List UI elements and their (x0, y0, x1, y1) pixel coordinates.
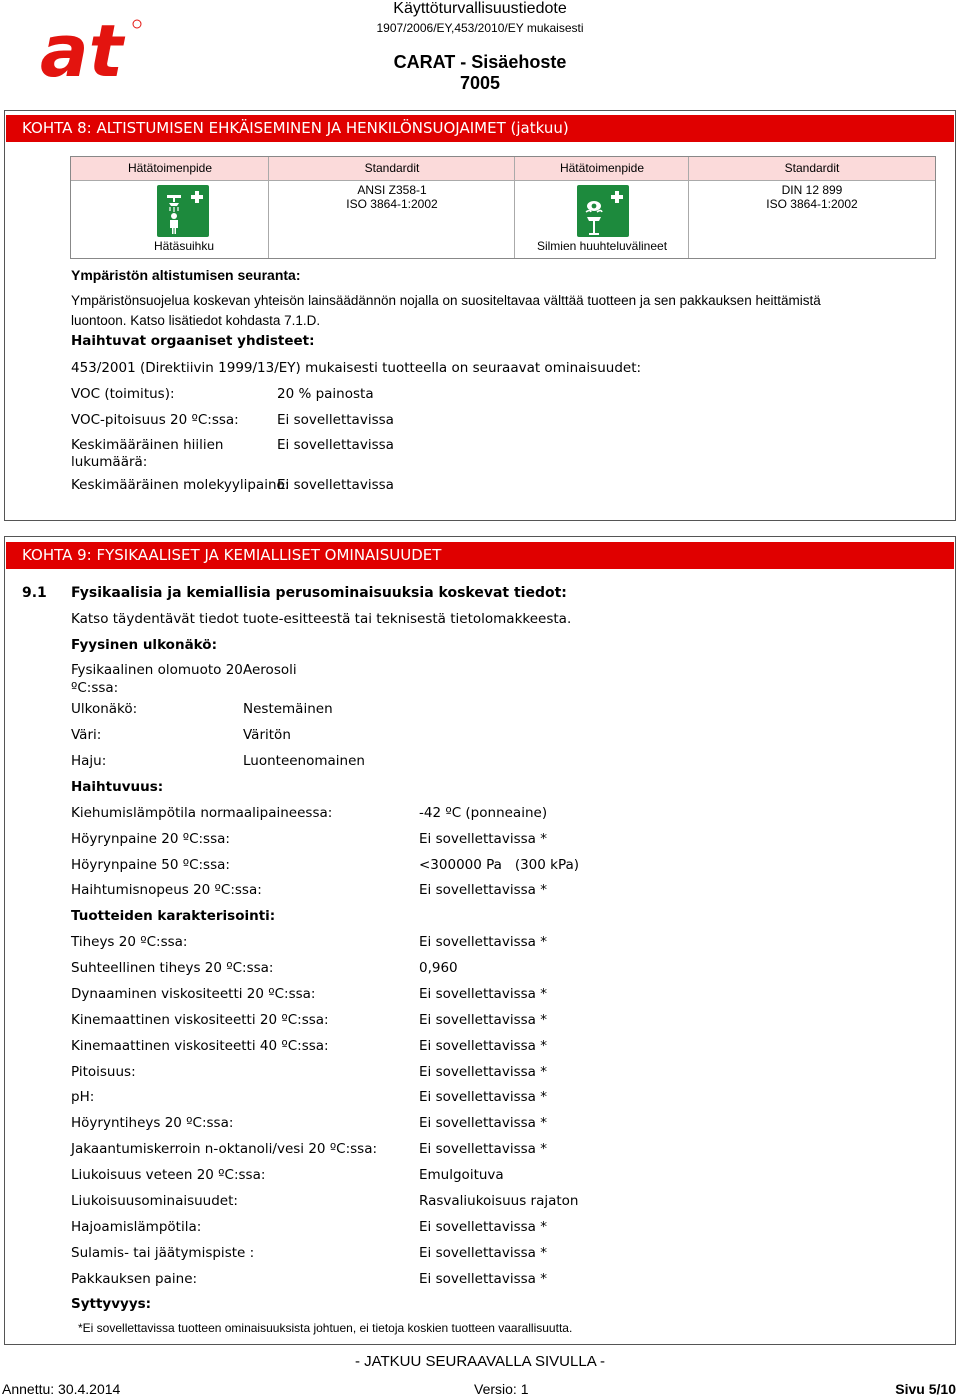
characterisation-value: Ei sovellettavissa * (419, 1089, 547, 1105)
characterisation-value: Ei sovellettavissa * (419, 1012, 547, 1028)
characterisation-label: Kinemaattinen viskositeetti 20 ºC:ssa: (71, 1012, 329, 1028)
appearance-value-0: Aerosoli (243, 662, 297, 678)
characterisation-value: Ei sovellettavissa * (419, 1115, 547, 1131)
ppe-col4-header: Standardit (784, 161, 840, 175)
logo-text: at (40, 14, 124, 84)
appearance-value-2: Väritön (243, 727, 291, 743)
ppe-item2-label: Silmien huuhteluvälineet (536, 239, 668, 253)
volatility-value-3: Ei sovellettavissa * (419, 882, 547, 898)
characterisation-label: Sulamis- tai jäätymispiste : (71, 1245, 255, 1261)
appearance-label-2: Väri: (71, 727, 102, 743)
voc-label-0: VOC (toimitus): (71, 386, 175, 402)
version: Versio: 1 (474, 1381, 529, 1397)
characterisation-value: Ei sovellettavissa * (419, 1141, 547, 1157)
ppe-item1-label: Hätäsuihku (153, 239, 215, 253)
characterisation-label: Tiheys 20 ºC:ssa: (71, 934, 188, 950)
characterisation-value: Ei sovellettavissa * (419, 1064, 547, 1080)
characterisation-label: Pitoisuus: (71, 1064, 136, 1080)
characterisation-label: Suhteellinen tiheys 20 ºC:ssa: (71, 960, 274, 976)
appearance-label-0a: Fysikaalinen olomuoto 20 (71, 662, 243, 678)
ppe-item1-standard-1: ANSI Z358-1 (357, 183, 427, 197)
volatility-value-1: Ei sovellettavissa * (419, 831, 547, 847)
voc-value-1: Ei sovellettavissa (277, 412, 394, 428)
eye-wash-icon (577, 185, 629, 237)
appearance-value-1: Nestemäinen (243, 701, 333, 717)
footnote: *Ei sovellettavissa tuotteen ominaisuuksista johtuen, ei tietoja koskien tuotteen vaarallisuutta. (78, 1321, 573, 1335)
volatility-heading: Haihtuvuus: (71, 779, 164, 795)
product-code: 7005 (459, 73, 501, 93)
product-name: CARAT - Sisäehoste (393, 52, 567, 72)
characterisation-value: Ei sovellettavissa * (419, 1271, 547, 1287)
appearance-label-3: Haju: (71, 753, 107, 769)
env-heading: Ympäristön altistumisen seuranta: (71, 267, 301, 283)
volatility-label-1: Höyrynpaine 20 ºC:ssa: (71, 831, 230, 847)
voc-value-0: 20 % painosta (277, 386, 374, 402)
voc-value-2: Ei sovellettavissa (277, 437, 394, 453)
characterisation-value: Ei sovellettavissa * (419, 934, 547, 950)
voc-heading: Haihtuvat orgaaniset yhdisteet: (71, 333, 315, 349)
page-number: Sivu 5/10 (895, 1381, 956, 1397)
appearance-label-1: Ulkonäkö: (71, 701, 138, 717)
volatility-label-3: Haihtumisnopeus 20 ºC:ssa: (71, 882, 262, 898)
characterisation-label: pH: (71, 1089, 95, 1105)
sub-number: 9.1 (22, 585, 47, 601)
volatility-label-0: Kiehumislämpötila normaalipaineessa: (71, 805, 333, 821)
characterisation-label: Dynaaminen viskositeetti 20 ºC:ssa: (71, 986, 316, 1002)
characterisation-value: 0,960 (419, 960, 458, 976)
characterisation-value: Ei sovellettavissa * (419, 1219, 547, 1235)
characterisation-heading: Tuotteiden karakterisointi: (71, 908, 276, 924)
characterisation-value: Emulgoituva (419, 1167, 504, 1183)
voc-label-1: VOC-pitoisuus 20 ºC:ssa: (71, 412, 239, 428)
characterisation-label: Kinemaattinen viskositeetti 40 ºC:ssa: (71, 1038, 329, 1054)
characterisation-label: Hajoamislämpötila: (71, 1219, 202, 1235)
volatility-label-2: Höyrynpaine 50 ºC:ssa: (71, 857, 230, 873)
section9-intro: Katso täydentävät tiedot tuote-esitteestä tai teknisestä tietolomakkeesta. (71, 611, 572, 627)
doc-type: Käyttöturvallisuustiedote (393, 0, 567, 17)
ppe-col1-header: Hätätoimenpide (127, 161, 213, 175)
voc-label-2b: lukumäärä: (71, 454, 148, 470)
ppe-item2-standard-1: DIN 12 899 (781, 183, 843, 197)
ppe-item1-standard-2: ISO 3864-1:2002 (346, 197, 438, 211)
characterisation-value: Rasvaliukoisuus rajaton (419, 1193, 579, 1209)
regulation: 1907/2006/EY,453/2010/EY mukaisesti (376, 21, 584, 35)
appearance-value-3: Luonteenomainen (243, 753, 365, 769)
ppe-col3-header: Hätätoimenpide (559, 161, 645, 175)
section9-title: KOHTA 9: FYSIKAALISET JA KEMIALLISET OMINAISUUDET (6, 542, 954, 569)
sub-title: Fysikaalisia ja kemiallisia perusominaisuuksia koskevat tiedot: (71, 585, 567, 601)
voc-value-3: Ei sovellettavissa (277, 477, 394, 493)
characterisation-label: Liukoisuus veteen 20 ºC:ssa: (71, 1167, 266, 1183)
voc-intro: 453/2001 (Direktiivin 1999/13/EY) mukaisesti tuotteella on seuraavat ominaisuudet: (71, 360, 642, 376)
characterisation-value: Ei sovellettavissa * (419, 1245, 547, 1261)
env-text-line1: Ympäristönsuojelua koskevan yhteisön lainsäädännön nojalla on suositeltavaa välttää tuotteen ja sen pakkauksen heittämistä (71, 293, 821, 308)
issued-date: Annettu: 30.4.2014 (2, 1381, 121, 1397)
characterisation-value: Ei sovellettavissa * (419, 1038, 547, 1054)
ppe-table (70, 156, 936, 259)
characterisation-label: Pakkauksen paine: (71, 1271, 198, 1287)
ppe-col2-header: Standardit (364, 161, 420, 175)
volatility-value-2: <300000 Pa (300 kPa) (419, 857, 580, 873)
characterisation-label: Liukoisuusominaisuudet: (71, 1193, 238, 1209)
volatility-value-0: -42 ºC (ponneaine) (419, 805, 548, 821)
characterisation-label: Jakaantumiskerroin n-oktanoli/vesi 20 ºC:ssa: (71, 1141, 378, 1157)
voc-label-3: Keskimääräinen molekyylipaino: (71, 477, 290, 493)
continues-note: - JATKUU SEURAAVALLA SIVULLA - (354, 1353, 606, 1370)
ppe-item2-standard-2: ISO 3864-1:2002 (766, 197, 858, 211)
company-logo (40, 14, 150, 84)
flammability-heading: Syttyvyys: (71, 1296, 152, 1312)
characterisation-label: Höyryntiheys 20 ºC:ssa: (71, 1115, 234, 1131)
emergency-shower-icon (157, 185, 209, 237)
appearance-label-0b: ºC:ssa: (71, 680, 119, 696)
characterisation-value: Ei sovellettavissa * (419, 986, 547, 1002)
env-text-line2: luontoon. Katso lisätiedot kohdasta 7.1.D. (71, 313, 321, 328)
voc-label-2a: Keskimääräinen hiilien (71, 437, 224, 453)
section8-title: KOHTA 8: ALTISTUMISEN EHKÄISEMINEN JA HENKILÖNSUOJAIMET (jatkuu) (6, 115, 954, 142)
appearance-heading: Fyysinen ulkonäkö: (71, 637, 217, 653)
